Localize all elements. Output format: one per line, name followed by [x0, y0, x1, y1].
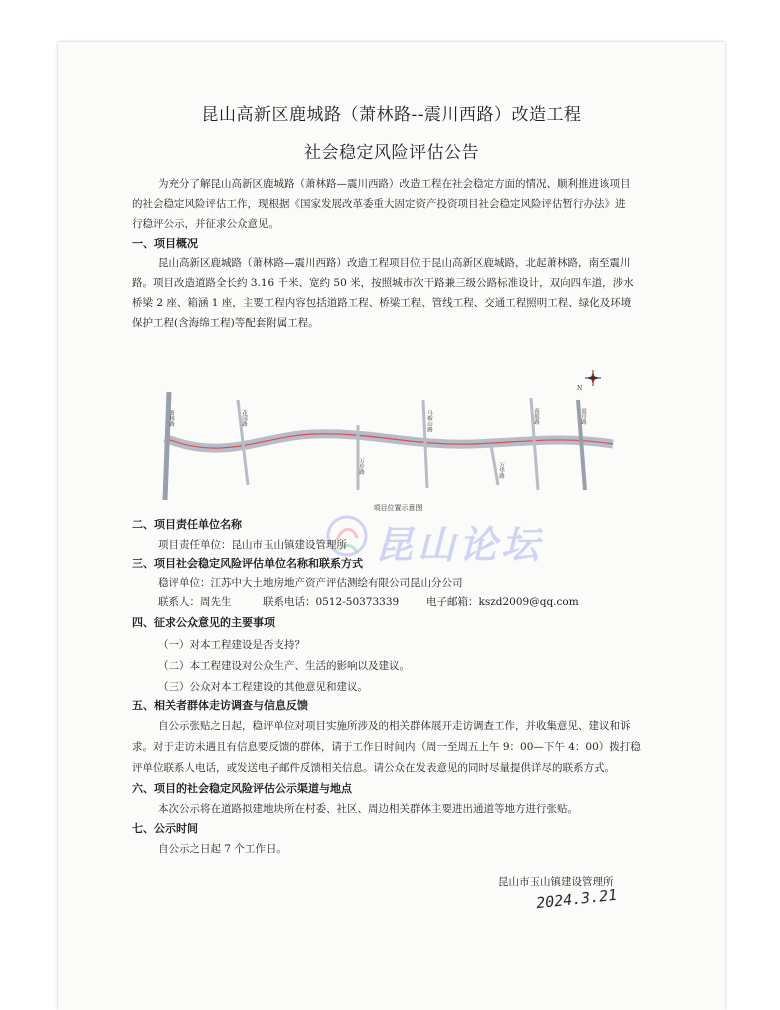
compass-label: N	[577, 385, 583, 392]
section-4-item: （三）公众对本工程建设的其他意见和建议。	[158, 681, 368, 693]
title-line-1: 昆山高新区鹿城路（萧林路--震川西路）改造工程	[201, 105, 582, 125]
section-7-heading: 七、公示时间	[132, 822, 198, 835]
road-label: 万步路	[358, 458, 364, 475]
section-7-line: 自公示之日起 7 个工作日。	[158, 843, 287, 855]
project-location-map	[153, 370, 643, 515]
section-5-line: 求。对于走访未遇且有信息要反馈的群体，请于工作日时间内（周一至周五上午 9：00—下午 4：00）拨打稳	[132, 741, 641, 753]
road-label: 花园路	[241, 410, 247, 427]
signature-date: 2024.3.21	[535, 885, 618, 913]
section-1-line: 路。项目改造道路全长约 3.16 千米、宽约 50 米，按照城市次干路兼三级公路标准设计，双向四车道，涉水	[132, 277, 634, 289]
road-label: 万华路	[498, 462, 504, 479]
section-1-line: 保护工程(含海绵工程)等配套附属工程。	[132, 317, 319, 329]
section-3-heading: 三、项目社会稳定风险评估单位名称和联系方式	[132, 557, 363, 570]
notice-sheet	[58, 42, 725, 1010]
intro-line: 的社会稳定风险评估工作，现根据《国家发展改革委重大固定资产投资项目社会稳定风险评估暂行办法》进	[132, 198, 626, 210]
section-6-heading: 六、项目的社会稳定风险评估公示渠道与地点	[132, 782, 352, 795]
contact-email: 电子邮箱：kszd2009@qq.com	[426, 596, 579, 608]
section-4-item: （一）对本工程建设是否支持？	[158, 639, 305, 651]
section-4-item: （二）本工程建设对公众生产、生活的影响以及建议。	[158, 660, 410, 672]
signature-org: 昆山市玉山镇建设管理所	[498, 876, 614, 888]
contact-person: 联系人：周先生	[158, 596, 232, 608]
main-road	[165, 434, 613, 448]
section-6-line: 本次公示将在道路拟建地块所在村委、社区、周边相关群体主要进出通道等地方进行张贴。	[158, 803, 578, 815]
section-5-heading: 五、相关者群体走访调查与信息反馈	[132, 699, 308, 712]
section-4-heading: 四、征求公众意见的主要事项	[132, 616, 275, 629]
cross-road	[491, 445, 498, 485]
section-2-line: 项目责任单位：昆山市玉山镇建设管理所	[158, 539, 347, 551]
section-3-unit: 稳评单位：江苏中大土地房地产资产评估测绘有限公司昆山分公司	[158, 577, 463, 589]
intro-line: 为充分了解昆山高新区鹿城路（萧林路—震川西路）改造工程在社会稳定方面的情况、顺利推进该项目	[158, 178, 631, 190]
section-5-line: 自公示张贴之日起，稳评单位对项目实施所涉及的相关群体展开走访调查工作，并收集意见、建议和诉	[158, 720, 631, 732]
cross-road	[165, 392, 169, 500]
section-5-line: 评单位联系人电话，或发送电子邮件反馈相关信息。请公众在发表意见的同时尽量提供详尽的联系方式。	[132, 762, 615, 774]
road-label: 马鞍山路	[426, 410, 432, 432]
compass-icon	[577, 370, 601, 392]
road-label: 萧林路	[168, 410, 174, 427]
section-1-line: 桥梁 2 座、箱涵 1 座，主要工程内容包括道路工程、桥梁工程、管线工程、交通工程照明工程、绿化及环境	[132, 297, 632, 309]
road-label: 震川路	[580, 408, 586, 425]
title-line-2: 社会稳定风险评估公告	[304, 143, 479, 163]
section-1-line: 昆山高新区鹿城路（萧林路—震川西路）改造工程项目位于昆山高新区鹿城路，北起萧林路，南至震川	[158, 257, 631, 269]
section-2-heading: 二、项目责任单位名称	[132, 518, 242, 531]
section-1-heading: 一、项目概况	[132, 237, 198, 250]
watermark-text: 昆山论坛	[375, 522, 544, 567]
road-label: 南航路	[533, 408, 539, 425]
contact-phone: 联系电话：0512-50373339	[263, 596, 400, 608]
intro-line: 行稳评公示，并征求公众意见。	[132, 218, 279, 230]
map-caption: 项目位置示意图	[373, 504, 423, 512]
